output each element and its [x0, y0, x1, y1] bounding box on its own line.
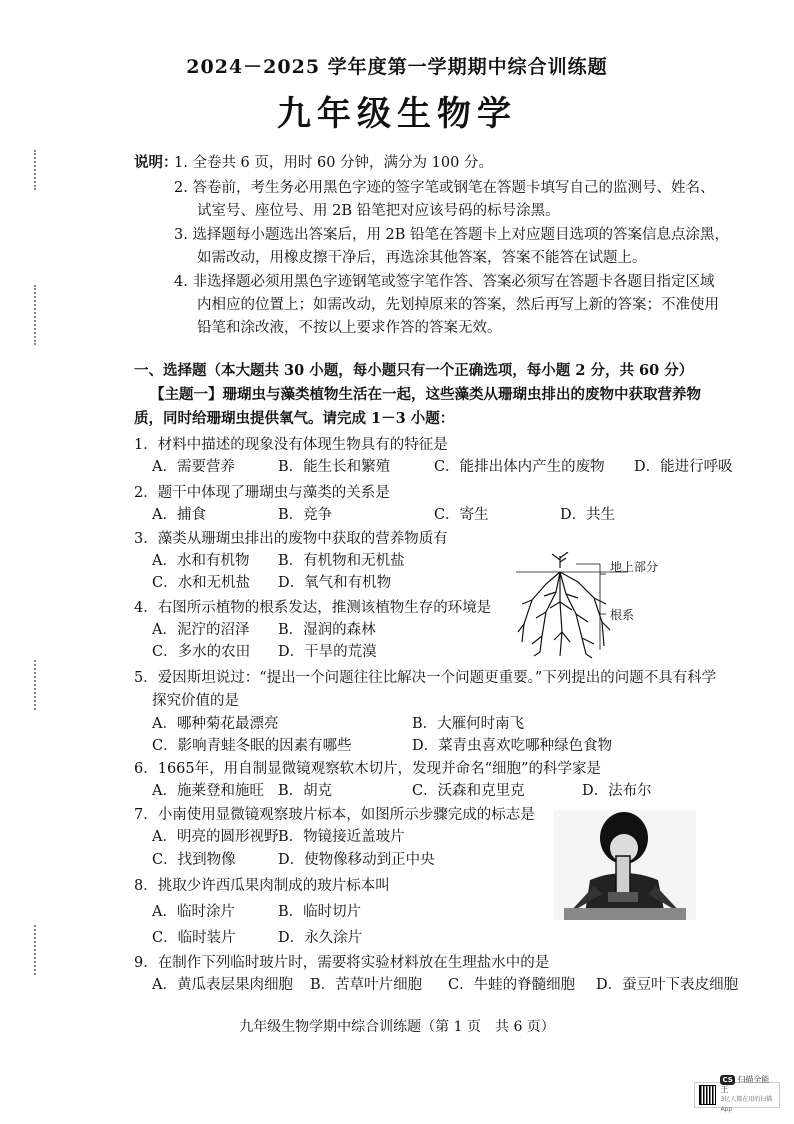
question-stem: 8．挑取少许西瓜果肉制成的玻片标本叫	[134, 878, 390, 894]
section-heading: 一、选择题（本大题共 30 小题，每小题只有一个正确选项，每小题 2 分，共 60 分）	[134, 362, 694, 379]
instruction-line: 2. 答卷前，考生务必用黑色字迹的签字笔或钢笔在答题卡填写自己的监测号、姓名、	[174, 180, 715, 196]
option: C．能排出体内产生的废物	[434, 459, 605, 475]
question-stem: 9．在制作下列临时玻片时，需要将实验材料放在生理盐水中的是	[134, 955, 550, 971]
figure-label-above-ground: 地上部分	[610, 560, 659, 574]
option: B．能生长和繁殖	[278, 459, 391, 475]
scanner-tagline: 3亿人都在用的扫描App	[720, 1096, 773, 1113]
exam-subtitle: 2024－2025 学年度第一学期期中综合训练题	[186, 56, 608, 78]
option: A．哪种菊花最漂亮	[152, 716, 279, 732]
binding-dots	[34, 150, 39, 190]
option: A．施莱登和施旺	[152, 783, 264, 799]
option: B．胡克	[278, 783, 333, 799]
scanner-badge	[694, 1075, 780, 1113]
option: A．捕食	[152, 507, 206, 523]
question-stem: 4．右图所示植物的根系发达，推测该植物生存的环境是	[134, 600, 492, 616]
option: B．临时切片	[278, 904, 362, 920]
option: D．永久涂片	[278, 930, 363, 946]
option: B．有机物和无机盐	[278, 553, 405, 569]
binding-dots	[34, 285, 39, 345]
option: C．沃森和克里克	[412, 783, 525, 799]
option: A．水和有机物	[152, 553, 250, 569]
question-stem: 6．1665年，用自制显微镜观察软木切片，发现并命名“细胞”的科学家是	[134, 761, 601, 777]
option: D．菜青虫喜欢吃哪种绿色食物	[412, 738, 613, 754]
option: A．泥泞的沼泽	[152, 622, 250, 638]
option: D．氧气和有机物	[278, 575, 392, 591]
option: B．大雁何时南飞	[412, 716, 525, 732]
instruction-line: 1. 全卷共 6 页，用时 60 分钟，满分为 100 分。	[174, 155, 493, 171]
option: D．法布尔	[582, 783, 652, 799]
option: A．临时涂片	[152, 904, 235, 920]
student-using-microscope-image	[554, 810, 696, 920]
option: D．使物像移动到正中央	[278, 852, 435, 868]
option: D．干旱的荒漠	[278, 644, 377, 660]
option: C．水和无机盐	[152, 575, 251, 591]
binding-dots	[34, 925, 39, 975]
instruction-line: 内相应的位置上；如需改动，先划掉原来的答案，然后再写上新的答案；不准使用	[197, 297, 719, 313]
instruction-line: 3. 选择题每小题选出答案后，用 2B 铅笔在答题卡上对应题目选项的答案信息点涂黑，	[174, 227, 730, 243]
question-stem: 1．材料中描述的现象没有体现生物具有的特征是	[134, 437, 448, 453]
option: C．寄生	[434, 507, 489, 523]
option: D．共生	[560, 507, 616, 523]
option: B．苦草叶片细胞	[310, 977, 423, 993]
theme-intro: 【主题一】珊瑚虫与藻类植物生活在一起，这些藻类从珊瑚虫排出的废物中获取营养物	[150, 386, 701, 403]
option: C．找到物像	[152, 852, 236, 868]
option: B．湿润的森林	[278, 622, 376, 638]
option: D．能进行呼吸	[634, 459, 733, 475]
option: A．黄瓜表层果肉细胞	[152, 977, 293, 993]
question-stem-continued: 探究价值的是	[152, 693, 239, 709]
option: B．物镜接近盖玻片	[278, 829, 405, 845]
page-footer: 九年级生物学期中综合训练题（第 1 页 共 6 页）	[239, 1019, 555, 1035]
camscanner-logo-icon: CS	[722, 1076, 733, 1084]
theme-intro: 质，同时给珊瑚虫提供氧气。请完成 1－3 小题：	[134, 410, 455, 427]
instruction-line: 如需改动，用橡皮擦干净后，再选涂其他答案，答案不能答在试题上。	[197, 250, 647, 266]
root-system-figure	[516, 552, 666, 660]
option: C．临时装片	[152, 930, 236, 946]
question-stem: 3．藻类从珊瑚虫排出的废物中获取的营养物质有	[134, 531, 448, 547]
option: C．牛蛙的脊髓细胞	[448, 977, 576, 993]
qr-code-icon	[699, 1085, 716, 1105]
binding-dots	[34, 660, 39, 710]
figure-label-roots: 根系	[610, 608, 635, 622]
instruction-line: 试室号、座位号、用 2B 铅笔把对应该号码的标号涂黑。	[197, 203, 560, 219]
option: D．蚕豆叶下表皮细胞	[596, 977, 739, 993]
exam-title: 九年级生物学	[277, 94, 517, 134]
question-stem: 5．爱因斯坦说过：“提出一个问题往往比解决一个问题更重要。”下列提出的问题不具有科学	[134, 670, 717, 686]
instruction-line: 4. 非选择题必须用黑色字迹钢笔或签字笔作答、答案必须写在答题卡各题目指定区域	[174, 274, 715, 290]
option: A．需要营养	[152, 459, 235, 475]
scanner-brand: 扫描全能王	[720, 1075, 770, 1094]
option: C．多水的农田	[152, 644, 251, 660]
option: A．明亮的圆形视野	[152, 829, 279, 845]
instructions-label: 说明：	[134, 154, 178, 171]
instruction-line: 铅笔和涂改液，不按以上要求作答的答案无效。	[197, 320, 502, 336]
microscope-photo	[554, 810, 696, 920]
question-stem: 2．题干中体现了珊瑚虫与藻类的关系是	[134, 485, 390, 501]
question-stem: 7．小南使用显微镜观察玻片标本，如图所示步骤完成的标志是	[134, 807, 535, 823]
option: B．竞争	[278, 507, 333, 523]
option: C．影响青蛙冬眠的因素有哪些	[152, 738, 352, 754]
